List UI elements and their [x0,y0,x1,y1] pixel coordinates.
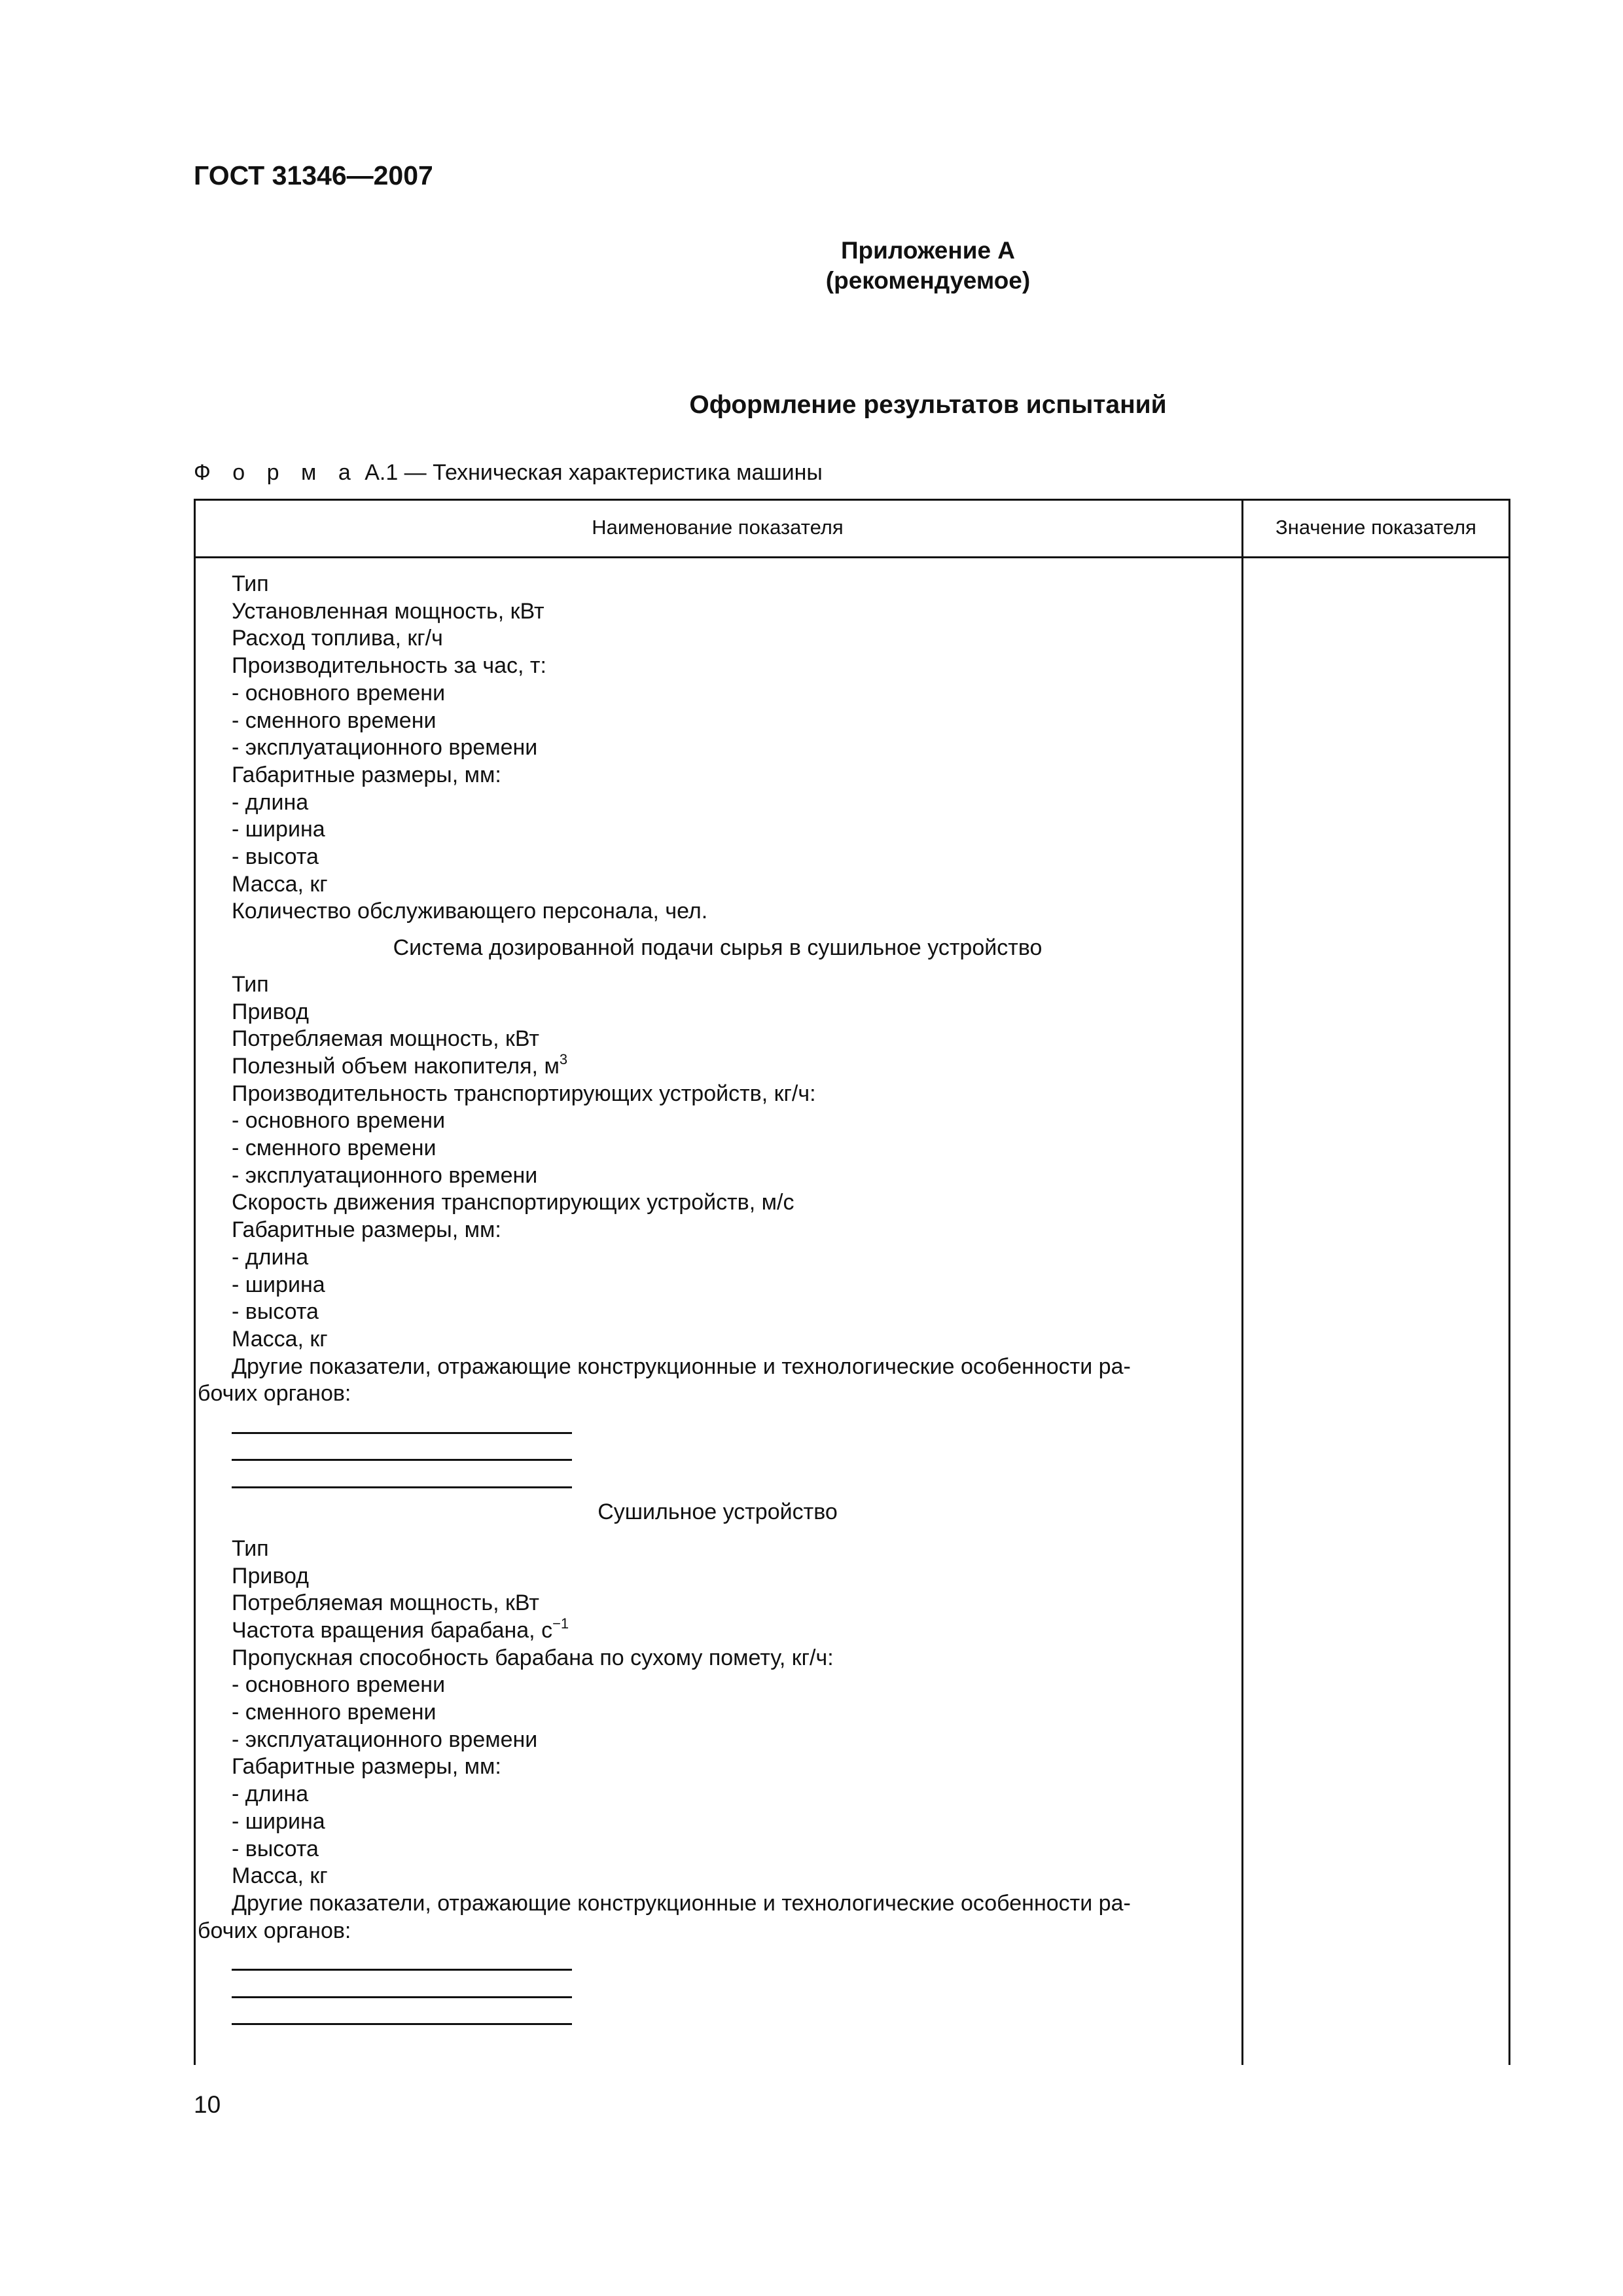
list-item: Установленная мощность, кВт [232,598,544,624]
list-item: Производительность за час, т: [232,653,546,679]
list-item: бочих органов: [198,1381,351,1407]
group-heading-feed-system: Система дозированной подачи сырья в сушильное устройство [393,935,1043,961]
blank-line [194,1408,1241,1435]
list-item: - ширина [232,1272,325,1297]
list-item: Габаритные размеры, мм: [232,1217,501,1243]
list-item: - сменного времени [232,708,437,733]
annex-heading [0,236,1623,296]
list-item: Скорость движения транспортирующих устройств, м/с [232,1190,794,1215]
superscript: 3 [559,1050,568,1067]
list-item: - основного времени [232,1672,446,1698]
form-caption-prefix: Ф о р м а [194,460,359,485]
blank-line [194,1972,1241,2000]
indicator-list [194,571,1241,2026]
list-item: Производительность транспортирующих устройств, кг/ч: [232,1081,816,1106]
column-header-name: Наименование показателя [592,516,844,539]
table-top-border [194,499,1510,501]
list-item: - основного времени [232,680,446,706]
list-item: Привод [232,1563,310,1588]
form-table [194,499,1510,2065]
list-item: - длина [232,1782,309,1807]
list-item: - ширина [232,817,325,842]
blank-line [194,1462,1241,1490]
list-item: Габаритные размеры, мм: [232,1754,501,1780]
list-item-text: Частота вращения барабана, с [232,1617,553,1643]
list-item: Количество обслуживающего персонала, чел. [232,899,708,924]
column-header-value: Значение показателя [1275,516,1476,539]
list-item: Тип [232,571,269,596]
list-item: - сменного времени [232,1700,437,1725]
page-number: 10 [194,2091,221,2118]
list-item: - высота [232,1836,319,1861]
list-item: Тип [232,1535,269,1561]
list-item: - высота [232,844,319,870]
list-item: - основного времени [232,1108,446,1134]
list-item: Расход топлива, кг/ч [232,626,443,651]
blank-line [194,2000,1241,2027]
table-column-divider [1241,499,1243,2065]
blank-line [194,1435,1241,1463]
section-title: Оформление результатов испытаний [689,391,1167,419]
list-item: - эксплуатационного времени [232,735,538,761]
list-item: Габаритные размеры, мм: [232,762,501,787]
list-item: Тип [232,971,269,997]
list-item: Потребляемая мощность, кВт [232,1590,539,1616]
list-item: - длина [232,1244,309,1270]
annex-title: Приложение А [840,237,1016,264]
list-item: Потребляемая мощность, кВт [232,1026,539,1052]
list-item: Пропускная способность барабана по сухому помету, кг/ч: [232,1645,834,1670]
table-header-separator [194,556,1510,558]
list-item: бочих органов: [198,1918,351,1943]
list-item: Другие показатели, отражающие конструкционные и технологические особенности ра- [232,1891,1131,1916]
form-caption [194,460,823,486]
list-item: Масса, кг [232,1863,328,1889]
group-heading-dryer: Сушильное устройство [597,1499,838,1525]
list-item [194,1050,1241,1081]
list-item: - эксплуатационного времени [232,1162,538,1188]
list-item [194,1617,1241,1645]
table-right-border [1508,499,1510,2065]
list-item: - длина [232,789,309,815]
list-item: - высота [232,1299,319,1325]
blank-line [194,1945,1241,1972]
list-item: Масса, кг [232,871,328,897]
superscript: −1 [552,1615,569,1632]
list-item: - ширина [232,1808,325,1834]
list-item-text: Полезный объем накопителя, м [232,1053,560,1079]
form-caption-text: А.1 — Техническая характеристика машины [358,460,823,485]
list-item: Другие показатели, отражающие конструкционные и технологические особенности ра- [232,1354,1131,1379]
list-item: Масса, кг [232,1326,328,1352]
list-item: - сменного времени [232,1136,437,1161]
annex-status: (рекомендуемое) [825,267,1031,294]
document-id: ГОСТ 31346—2007 [194,160,433,190]
list-item: - эксплуатационного времени [232,1727,538,1752]
list-item: Привод [232,999,310,1024]
